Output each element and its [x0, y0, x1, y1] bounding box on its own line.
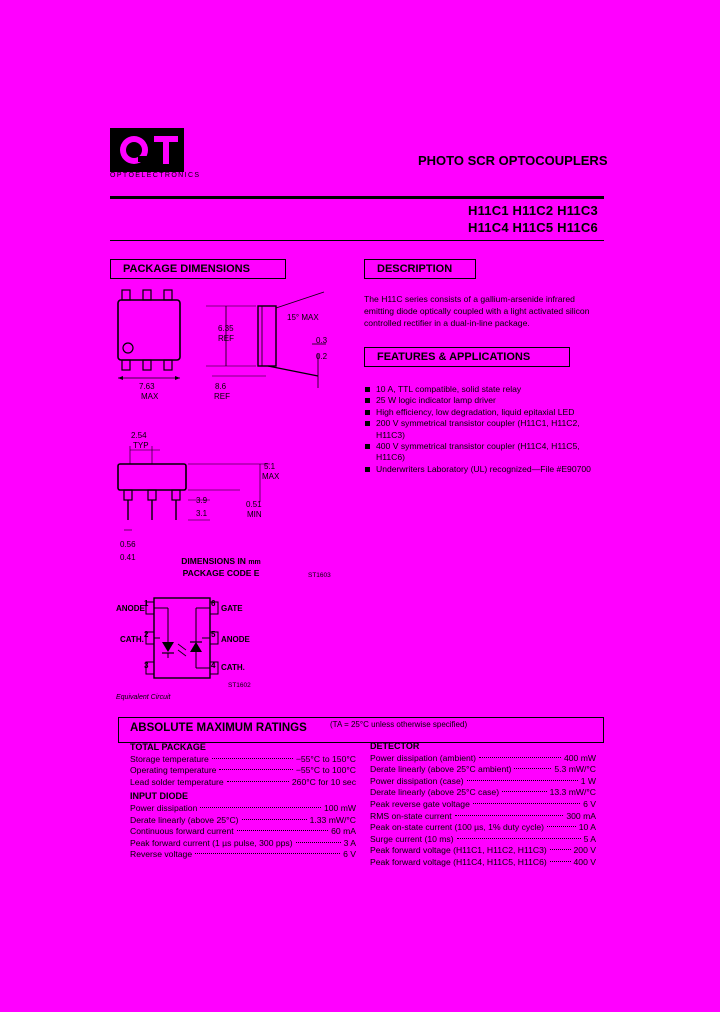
pin-3: 3 — [144, 661, 149, 670]
package-dimensions-heading: PACKAGE DIMENSIONS — [110, 259, 286, 279]
ratings-row: Derate linearly (above 25°C case) 13.3 mW/°C — [370, 787, 596, 798]
ratings-row: Power dissipation 100 mW — [130, 802, 356, 813]
ratings-row: Power dissipation (ambient) 400 mW — [370, 752, 596, 763]
description-heading: DESCRIPTION — [364, 259, 476, 279]
dim-max: MAX — [141, 392, 159, 401]
part-numbers-line2: H11C4 H11C5 H11C6 — [468, 220, 598, 235]
company-logo — [110, 128, 184, 172]
drawing-code-1: ST1603 — [308, 572, 331, 579]
ratings-group-title: INPUT DIODE — [130, 791, 189, 802]
ratings-row: Peak forward current (1 µs pulse, 300 pps) 3 A — [130, 837, 356, 848]
dim-max2: MAX — [262, 472, 280, 481]
dimensions-caption-line2: PACKAGE CODE E — [182, 568, 260, 578]
circuit-caption: Equivalent Circuit — [116, 694, 171, 701]
circuit-label-cath-right: CATH. — [221, 663, 245, 672]
dim-5-1: 5.1 — [264, 462, 276, 471]
dimensions-caption — [176, 556, 266, 579]
header-rule — [110, 196, 604, 199]
dim-3-1: 3.1 — [196, 509, 208, 518]
pin-1: 1 — [144, 599, 149, 608]
ratings-left-column — [130, 742, 356, 861]
feature-item: 200 V symmetrical transistor coupler (H11C1, H11C2, H11C3) — [364, 418, 604, 441]
ratings-row: Peak forward voltage (H11C1, H11C2, H11C3) 200 V — [370, 845, 596, 856]
ratings-title: ABSOLUTE MAXIMUM RATINGS — [130, 722, 307, 734]
dimensions-unit: mm — [248, 559, 261, 566]
part-numbers-line1: H11C1 H11C2 H11C3 — [468, 203, 598, 218]
dim-6-35: 6.35 — [218, 324, 234, 333]
ratings-group-title: TOTAL PACKAGE — [130, 742, 206, 752]
ratings-row: Derate linearly (above 25°C ambient) 5.3 mW/°C — [370, 764, 596, 775]
ratings-row: Peak forward voltage (H11C4, H11C5, H11C6) 400 V — [370, 856, 596, 867]
feature-item: 25 W logic indicator lamp driver — [364, 395, 604, 406]
feature-item: Underwriters Laboratory (UL) recognized—File #E90700 — [364, 464, 604, 475]
ratings-row: Peak on-state current (100 µs, 1% duty cycle) 10 A — [370, 822, 596, 833]
circuit-label-anode: ANODE — [116, 604, 145, 613]
feature-item: High efficiency, low degradation, liquid epitaxial LED — [364, 407, 604, 418]
circuit-label-anode-right: ANODE — [221, 635, 250, 644]
circuit-label-gate: GATE — [221, 604, 243, 613]
pin-6: 6 — [211, 599, 216, 608]
ratings-row: Continuous forward current 60 mA — [130, 826, 356, 837]
dim-angle: 15° MAX — [287, 313, 319, 322]
ratings-row: Peak reverse gate voltage 6 V — [370, 798, 596, 809]
dim-typ: TYP — [133, 441, 149, 450]
dim-0-2: 0.2 — [316, 352, 328, 361]
document-title: PHOTO SCR OPTOCOUPLERS — [418, 153, 608, 168]
feature-item: 10 A, TTL compatible, solid state relay — [364, 384, 604, 395]
dim-0-56: 0.56 — [120, 540, 136, 549]
ratings-row: Reverse voltage 6 V — [130, 849, 356, 860]
description-text: The H11C series consists of a gallium-arsenide infrared emitting diode optically coupled with a light activated silicon controlled rectifier in a dual-in-line package. — [364, 294, 590, 329]
ratings-row: Surge current (10 ms) 5 A — [370, 833, 596, 844]
dim-3-9: 3.9 — [196, 496, 208, 505]
ratings-row: RMS on-state current 300 mA — [370, 810, 596, 821]
dim-0-3: 0.3 — [316, 336, 328, 345]
dim-0-41: 0.41 — [120, 553, 136, 562]
header-rule-thin — [110, 240, 604, 241]
ratings-row: Lead solder temperature 260°C for 10 sec — [130, 776, 356, 787]
circuit-label-cath: CATH. — [120, 635, 144, 644]
ratings-row: Derate linearly (above 25°C) 1.33 mW/°C — [130, 814, 356, 825]
pin-4: 4 — [211, 661, 216, 670]
dim-ref: REF — [218, 334, 234, 343]
feature-item: 400 V symmetrical transistor coupler (H11C4, H11C5, H11C6) — [364, 441, 604, 464]
features-heading: FEATURES & APPLICATIONS — [364, 347, 570, 367]
pin-5: 5 — [211, 630, 216, 639]
dim-2-54: 2.54 — [131, 431, 147, 440]
features-list — [364, 384, 604, 475]
dim-0-51: 0.51 — [246, 500, 262, 509]
ratings-row: Operating temperature −55°C to 100°C — [130, 765, 356, 776]
logo-subtitle: OPTOELECTRONICS — [110, 172, 201, 179]
ratings-row: Power dissipation (case) 1 W — [370, 775, 596, 786]
dim-ref2: REF — [214, 392, 230, 401]
ratings-right-column — [370, 741, 596, 869]
dimensions-caption-line1: DIMENSIONS IN — [181, 556, 246, 566]
equivalent-circuit-diagram — [142, 596, 222, 687]
pin-2: 2 — [144, 630, 149, 639]
dim-8-6: 8.6 — [215, 382, 227, 391]
ratings-row: Storage temperature −55°C to 150°C — [130, 753, 356, 764]
ratings-conditions: (TA = 25°C unless otherwise specified) — [330, 720, 468, 729]
dim-min: MIN — [247, 510, 262, 519]
drawing-code-2: ST1602 — [228, 682, 251, 689]
ratings-group-title: DETECTOR — [370, 741, 420, 751]
dim-7-63: 7.63 — [139, 382, 155, 391]
